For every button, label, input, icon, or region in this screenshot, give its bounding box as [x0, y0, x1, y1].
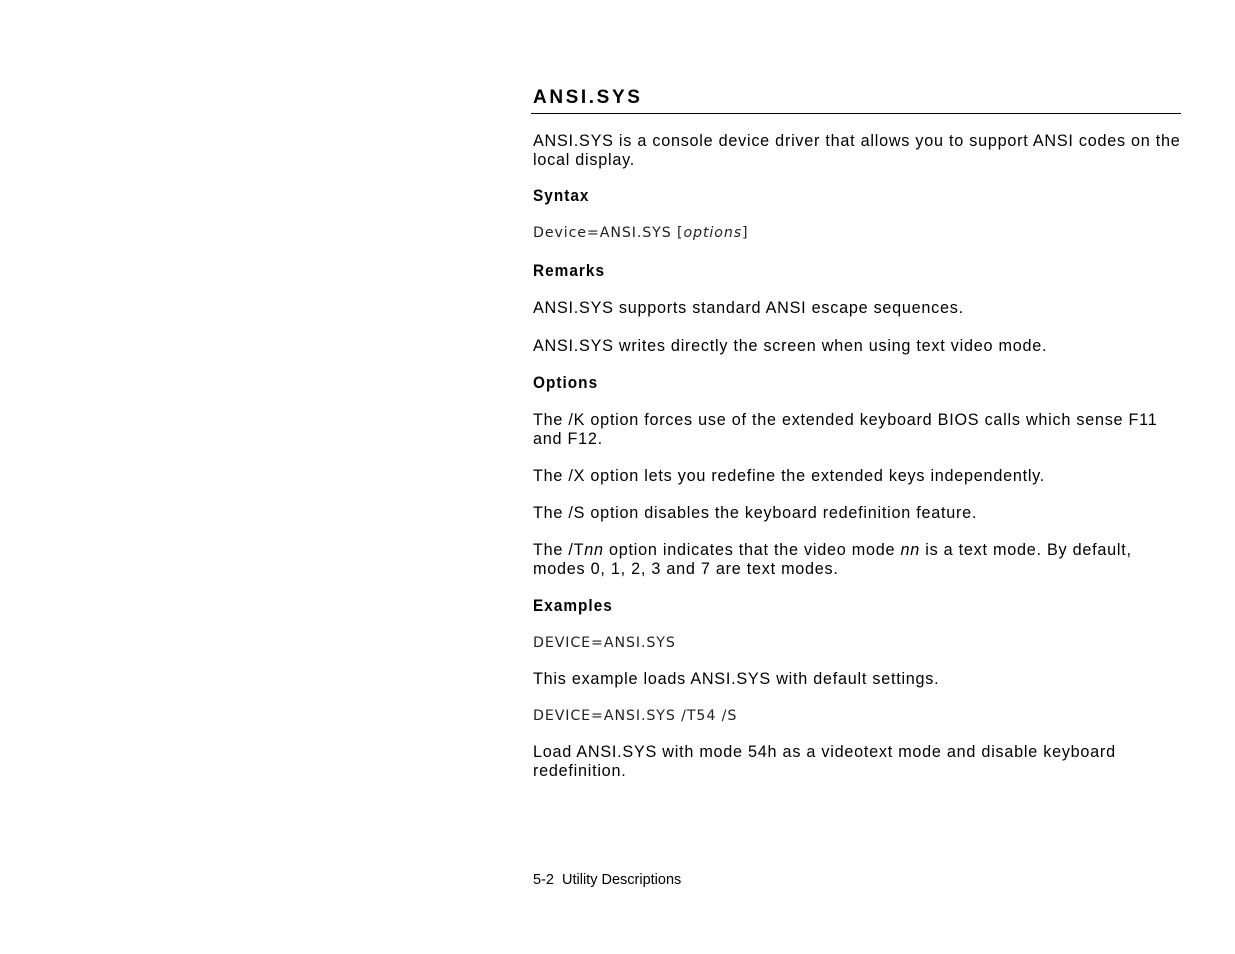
syntax-command-prefix: Device=ANSI.SYS [	[533, 225, 684, 241]
title-rule	[531, 113, 1181, 114]
options-heading: Options	[533, 374, 599, 392]
option-s-paragraph: The /S option disables the keyboard redefinition feature.	[533, 504, 978, 522]
option-t-part-3: is a text mode. By default, modes 0, 1, 2, 3 and 7 are text modes.	[533, 541, 1132, 578]
remarks-paragraph-1: ANSI.SYS supports standard ANSI escape sequences.	[533, 299, 964, 317]
option-t-part-2: option indicates that the video mode	[603, 541, 901, 559]
option-t-paragraph	[533, 541, 1181, 579]
option-k-paragraph: The /K option forces use of the extended keyboard BIOS calls which sense F11 and F12.	[533, 411, 1158, 448]
option-t-part-1: The /T	[533, 541, 585, 559]
example-2-description: Load ANSI.SYS with mode 54h as a videotext mode and disable keyboard redefinition.	[533, 743, 1116, 780]
syntax-command-suffix: ]	[742, 225, 749, 241]
intro-paragraph: ANSI.SYS is a console device driver that allows you to support ANSI codes on the local display.	[533, 132, 1181, 169]
example-1-description: This example loads ANSI.SYS with default settings.	[533, 670, 940, 688]
page-title: ANSI.SYS	[533, 87, 643, 108]
syntax-command-param: options	[683, 225, 743, 241]
remarks-heading: Remarks	[533, 262, 606, 280]
option-t-var-1: nn	[584, 541, 604, 559]
page-footer: 5-2 Utility Descriptions	[533, 872, 682, 888]
option-t-var-2: nn	[900, 541, 920, 559]
page-content	[531, 86, 1181, 781]
example-1-code: DEVICE=ANSI.SYS	[533, 635, 676, 651]
option-x-paragraph: The /X option lets you redefine the extended keys independently.	[533, 467, 1046, 485]
examples-heading: Examples	[533, 597, 613, 615]
example-2-code: DEVICE=ANSI.SYS /T54 /S	[533, 708, 738, 724]
remarks-paragraph-2: ANSI.SYS writes directly the screen when using text video mode.	[533, 337, 1048, 355]
syntax-command	[533, 224, 1181, 242]
syntax-heading: Syntax	[533, 187, 590, 205]
